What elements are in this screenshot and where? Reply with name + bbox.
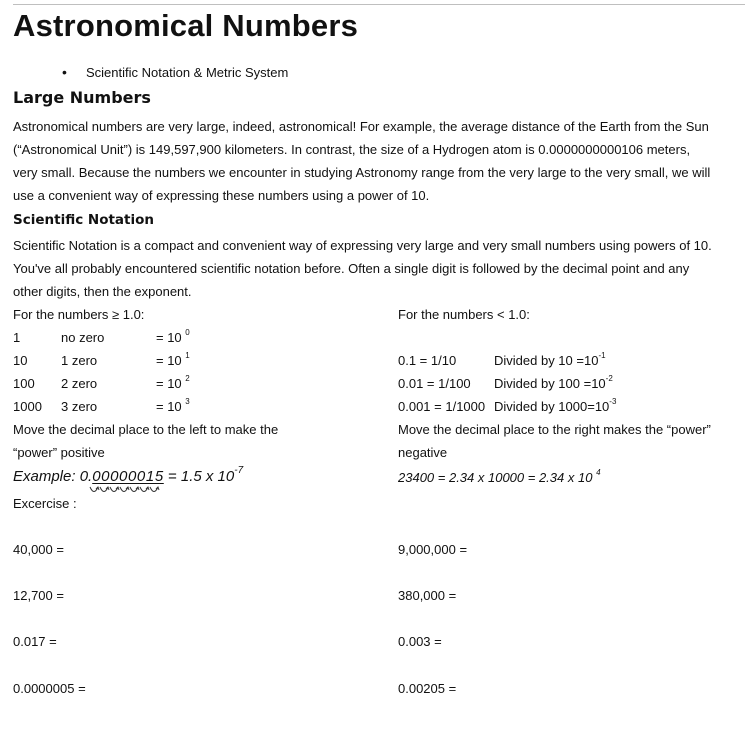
left-row-label: 3 zero — [61, 399, 98, 414]
bullet-dot: • — [62, 64, 67, 80]
right-header: For the numbers < 1.0: — [398, 307, 530, 322]
decimal-shift-arrows-icon — [88, 483, 164, 497]
left-move-text: “power” positive — [13, 445, 105, 460]
left-row-power: = 10 $^3$ — [156, 396, 190, 414]
left-row-power: = 10 $^0$ — [156, 327, 190, 345]
paragraph-line: Astronomical numbers are very large, indeed, astronomical! For example, the average distance of the Earth from the Sun — [13, 119, 709, 134]
right-row-div: Divided by $100 =10^{-2}$ — [494, 373, 613, 391]
right-example: 23400 = 2.34 x 10000 = 2.34 x 10 $^4$ — [398, 467, 601, 485]
left-row-num: 1000 — [13, 399, 42, 414]
example-digits: 00000015 — [92, 468, 164, 485]
scientific-notation-heading: Scientific Notation — [13, 212, 155, 228]
left-row-label: no zero — [61, 330, 105, 345]
exercise-item: 0.00205 = — [398, 681, 457, 696]
left-row-power: = 10 $^2$ — [156, 373, 190, 391]
large-numbers-paragraph — [13, 115, 737, 207]
page-title: Astronomical Numbers — [13, 8, 359, 43]
left-row-num: 10 — [13, 353, 28, 368]
left-example: Example: 0.00000015 = 1.5 x $10^{-7}$ — [13, 465, 244, 485]
left-move-text: Move the decimal place to the left to make the — [13, 422, 279, 437]
exercise-item: 0.0000005 = — [13, 681, 86, 696]
exercise-item: 12,700 = — [13, 588, 64, 603]
paragraph-line: You've all probably encountered scientific notation before. Often a single digit is followed by the decimal point and any — [13, 261, 690, 276]
right-row-frac: 0.001 = 1/1000 — [398, 399, 486, 414]
paragraph-line: use a convenient way of expressing these numbers using a power of 10. — [13, 188, 430, 203]
right-row-div: Divided by $1000=10^{-3}$ — [494, 396, 617, 414]
right-row-frac: 0.1 = 1/10 — [398, 353, 457, 368]
exercise-label: Excercise : — [13, 496, 77, 511]
paragraph-line: Scientific Notation is a compact and convenient way of expressing very large and very small numbers using powers of 10. — [13, 238, 712, 253]
paragraph-line: other digits, then the exponent. — [13, 284, 192, 299]
left-row-label: 1 zero — [61, 353, 98, 368]
right-row-frac: 0.01 = 1/100 — [398, 376, 471, 391]
exercise-item: 0.017 = — [13, 634, 57, 649]
left-row-label: 2 zero — [61, 376, 98, 391]
left-row-num: 100 — [13, 376, 35, 391]
large-numbers-heading: Large Numbers — [13, 88, 151, 107]
right-row-div: Divided by $10 =10^{-1}$ — [494, 350, 606, 368]
left-row-num: 1 — [13, 330, 21, 345]
exercise-item: 380,000 = — [398, 588, 457, 603]
left-header: For the numbers ≥ 1.0: — [13, 307, 145, 322]
paragraph-line: very small. Because the numbers we encounter in studying Astronomy range from the very large to the very small, we will — [13, 165, 711, 180]
right-move-text: negative — [398, 445, 448, 460]
paragraph-line: (“Astronomical Unit”) is 149,597,900 kilometers. In contrast, the size of a Hydrogen atom is 0.0000000000106 meters, — [13, 142, 691, 157]
right-move-text: Move the decimal place to the right makes the “power” — [398, 422, 711, 437]
exercise-item: 0.003 = — [398, 634, 442, 649]
exercise-item: 40,000 = — [13, 542, 64, 557]
left-row-power: = 10 $^1$ — [156, 350, 190, 368]
top-rule — [13, 4, 745, 5]
scientific-notation-paragraph — [13, 234, 737, 303]
bullet-item: Scientific Notation & Metric System — [86, 65, 289, 80]
exercise-item: 9,000,000 = — [398, 542, 468, 557]
